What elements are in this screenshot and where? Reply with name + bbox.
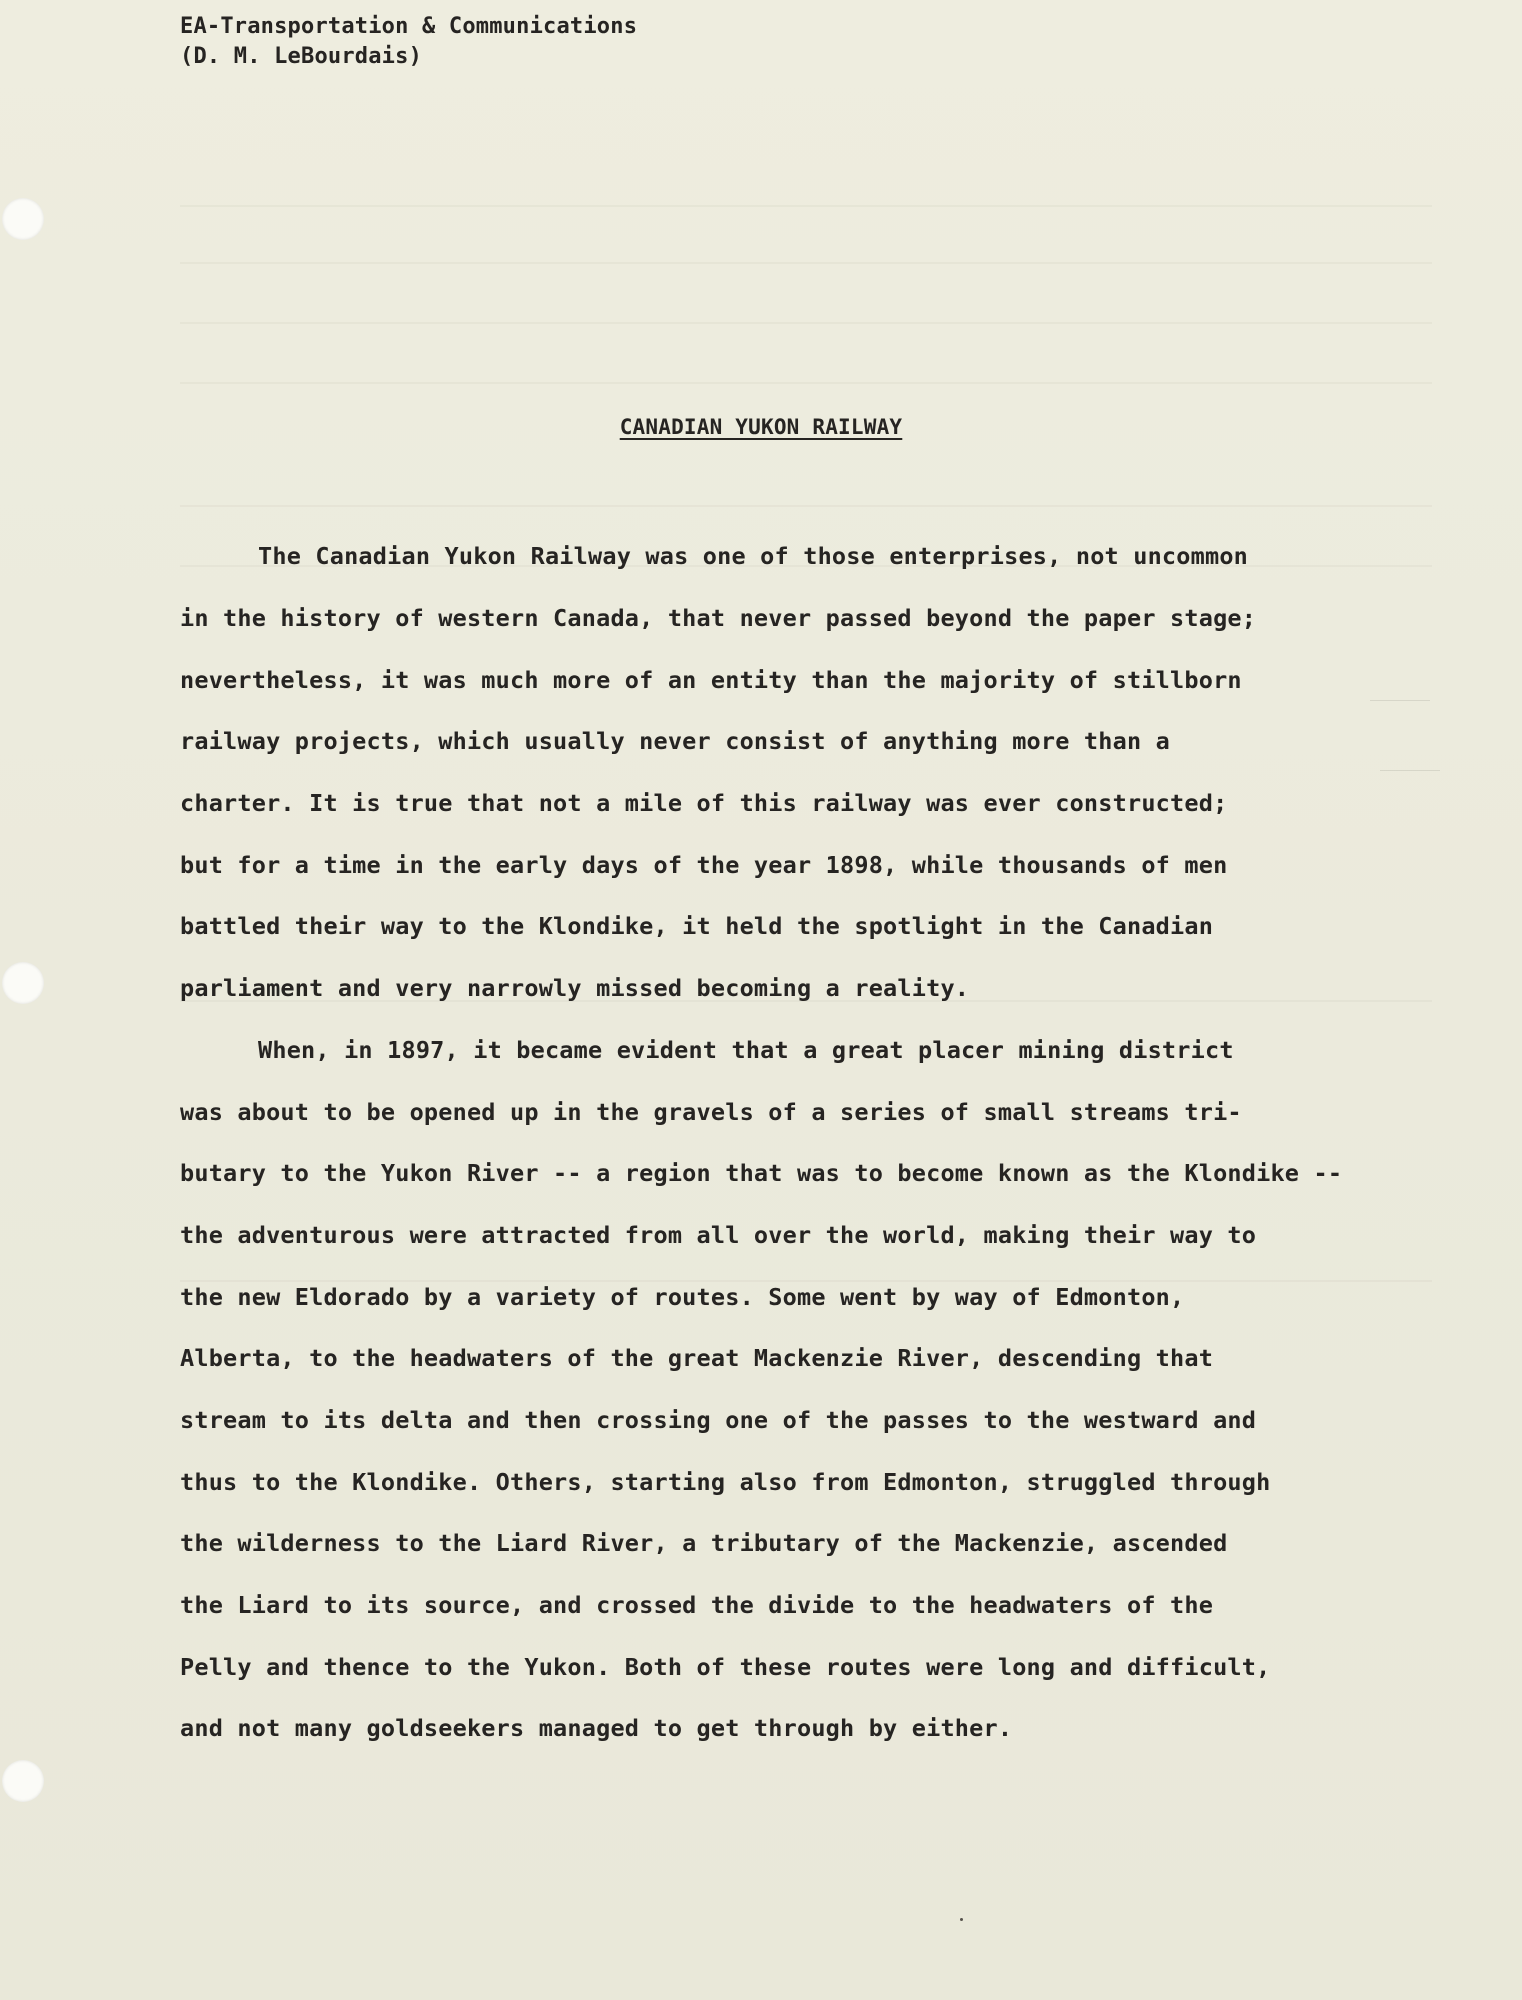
paragraph-2-line-3: butary to the Yukon River -- a region that was to become known as the Klondike -- xyxy=(180,1159,1343,1187)
show-through-line xyxy=(180,205,1432,207)
page-speck xyxy=(960,1918,963,1921)
paragraph-2-line-6: Alberta, to the headwaters of the great Mackenzie River, descending that xyxy=(180,1344,1214,1372)
paragraph-1-line-5: charter. It is true that not a mile of this railway was ever constructed; xyxy=(180,789,1228,817)
paragraph-1-line-2: in the history of western Canada, that never passed beyond the paper stage; xyxy=(180,604,1257,632)
show-through-line xyxy=(180,382,1432,384)
paragraph-1-line-3: nevertheless, it was much more of an entity than the majority of stillborn xyxy=(180,666,1242,694)
paragraph-1-line-1: The Canadian Yukon Railway was one of those enterprises, not uncommon xyxy=(258,542,1249,570)
paragraph-2-line-7: stream to its delta and then crossing one of the passes to the westward and xyxy=(180,1406,1257,1434)
paragraph-1-line-7: battled their way to the Klondike, it held the spotlight in the Canadian xyxy=(180,912,1214,940)
header-subject: EA-Transportation & Communications xyxy=(180,14,638,39)
punch-hole-top xyxy=(2,198,44,240)
show-through-line xyxy=(180,322,1432,324)
paragraph-2-line-10: the Liard to its source, and crossed the divide to the headwaters of the xyxy=(180,1591,1214,1619)
paragraph-2-line-11: Pelly and thence to the Yukon. Both of these routes were long and difficult, xyxy=(180,1653,1271,1681)
header-author: (D. M. LeBourdais) xyxy=(180,44,423,69)
paragraph-2-line-4: the adventurous were attracted from all over the world, making their way to xyxy=(180,1221,1257,1249)
paragraph-1-line-8: parliament and very narrowly missed becoming a reality. xyxy=(180,974,970,1002)
show-through-line xyxy=(180,505,1432,507)
paragraph-2-line-8: thus to the Klondike. Others, starting also from Edmonton, struggled through xyxy=(180,1468,1271,1496)
paragraph-2-line-12: and not many goldseekers managed to get through by either. xyxy=(180,1714,1013,1742)
show-through-line xyxy=(180,262,1432,264)
paragraph-2-line-5: the new Eldorado by a variety of routes. Some went by way of Edmonton, xyxy=(180,1283,1185,1311)
paragraph-1-line-4: railway projects, which usually never consist of anything more than a xyxy=(180,727,1171,755)
paragraph-2-line-1: When, in 1897, it became evident that a great placer mining district xyxy=(258,1036,1234,1064)
margin-mark xyxy=(1380,770,1440,771)
punch-hole-bottom xyxy=(2,1760,44,1802)
paragraph-1-line-6: but for a time in the early days of the year 1898, while thousands of men xyxy=(180,851,1228,879)
margin-mark xyxy=(1370,700,1430,701)
document-title: CANADIAN YUKON RAILWAY xyxy=(619,415,903,439)
paragraph-2-line-2: was about to be opened up in the gravels of a series of small streams tri- xyxy=(180,1098,1242,1126)
paragraph-2-line-9: the wilderness to the Liard River, a tributary of the Mackenzie, ascended xyxy=(180,1529,1228,1557)
punch-hole-middle xyxy=(2,962,44,1004)
